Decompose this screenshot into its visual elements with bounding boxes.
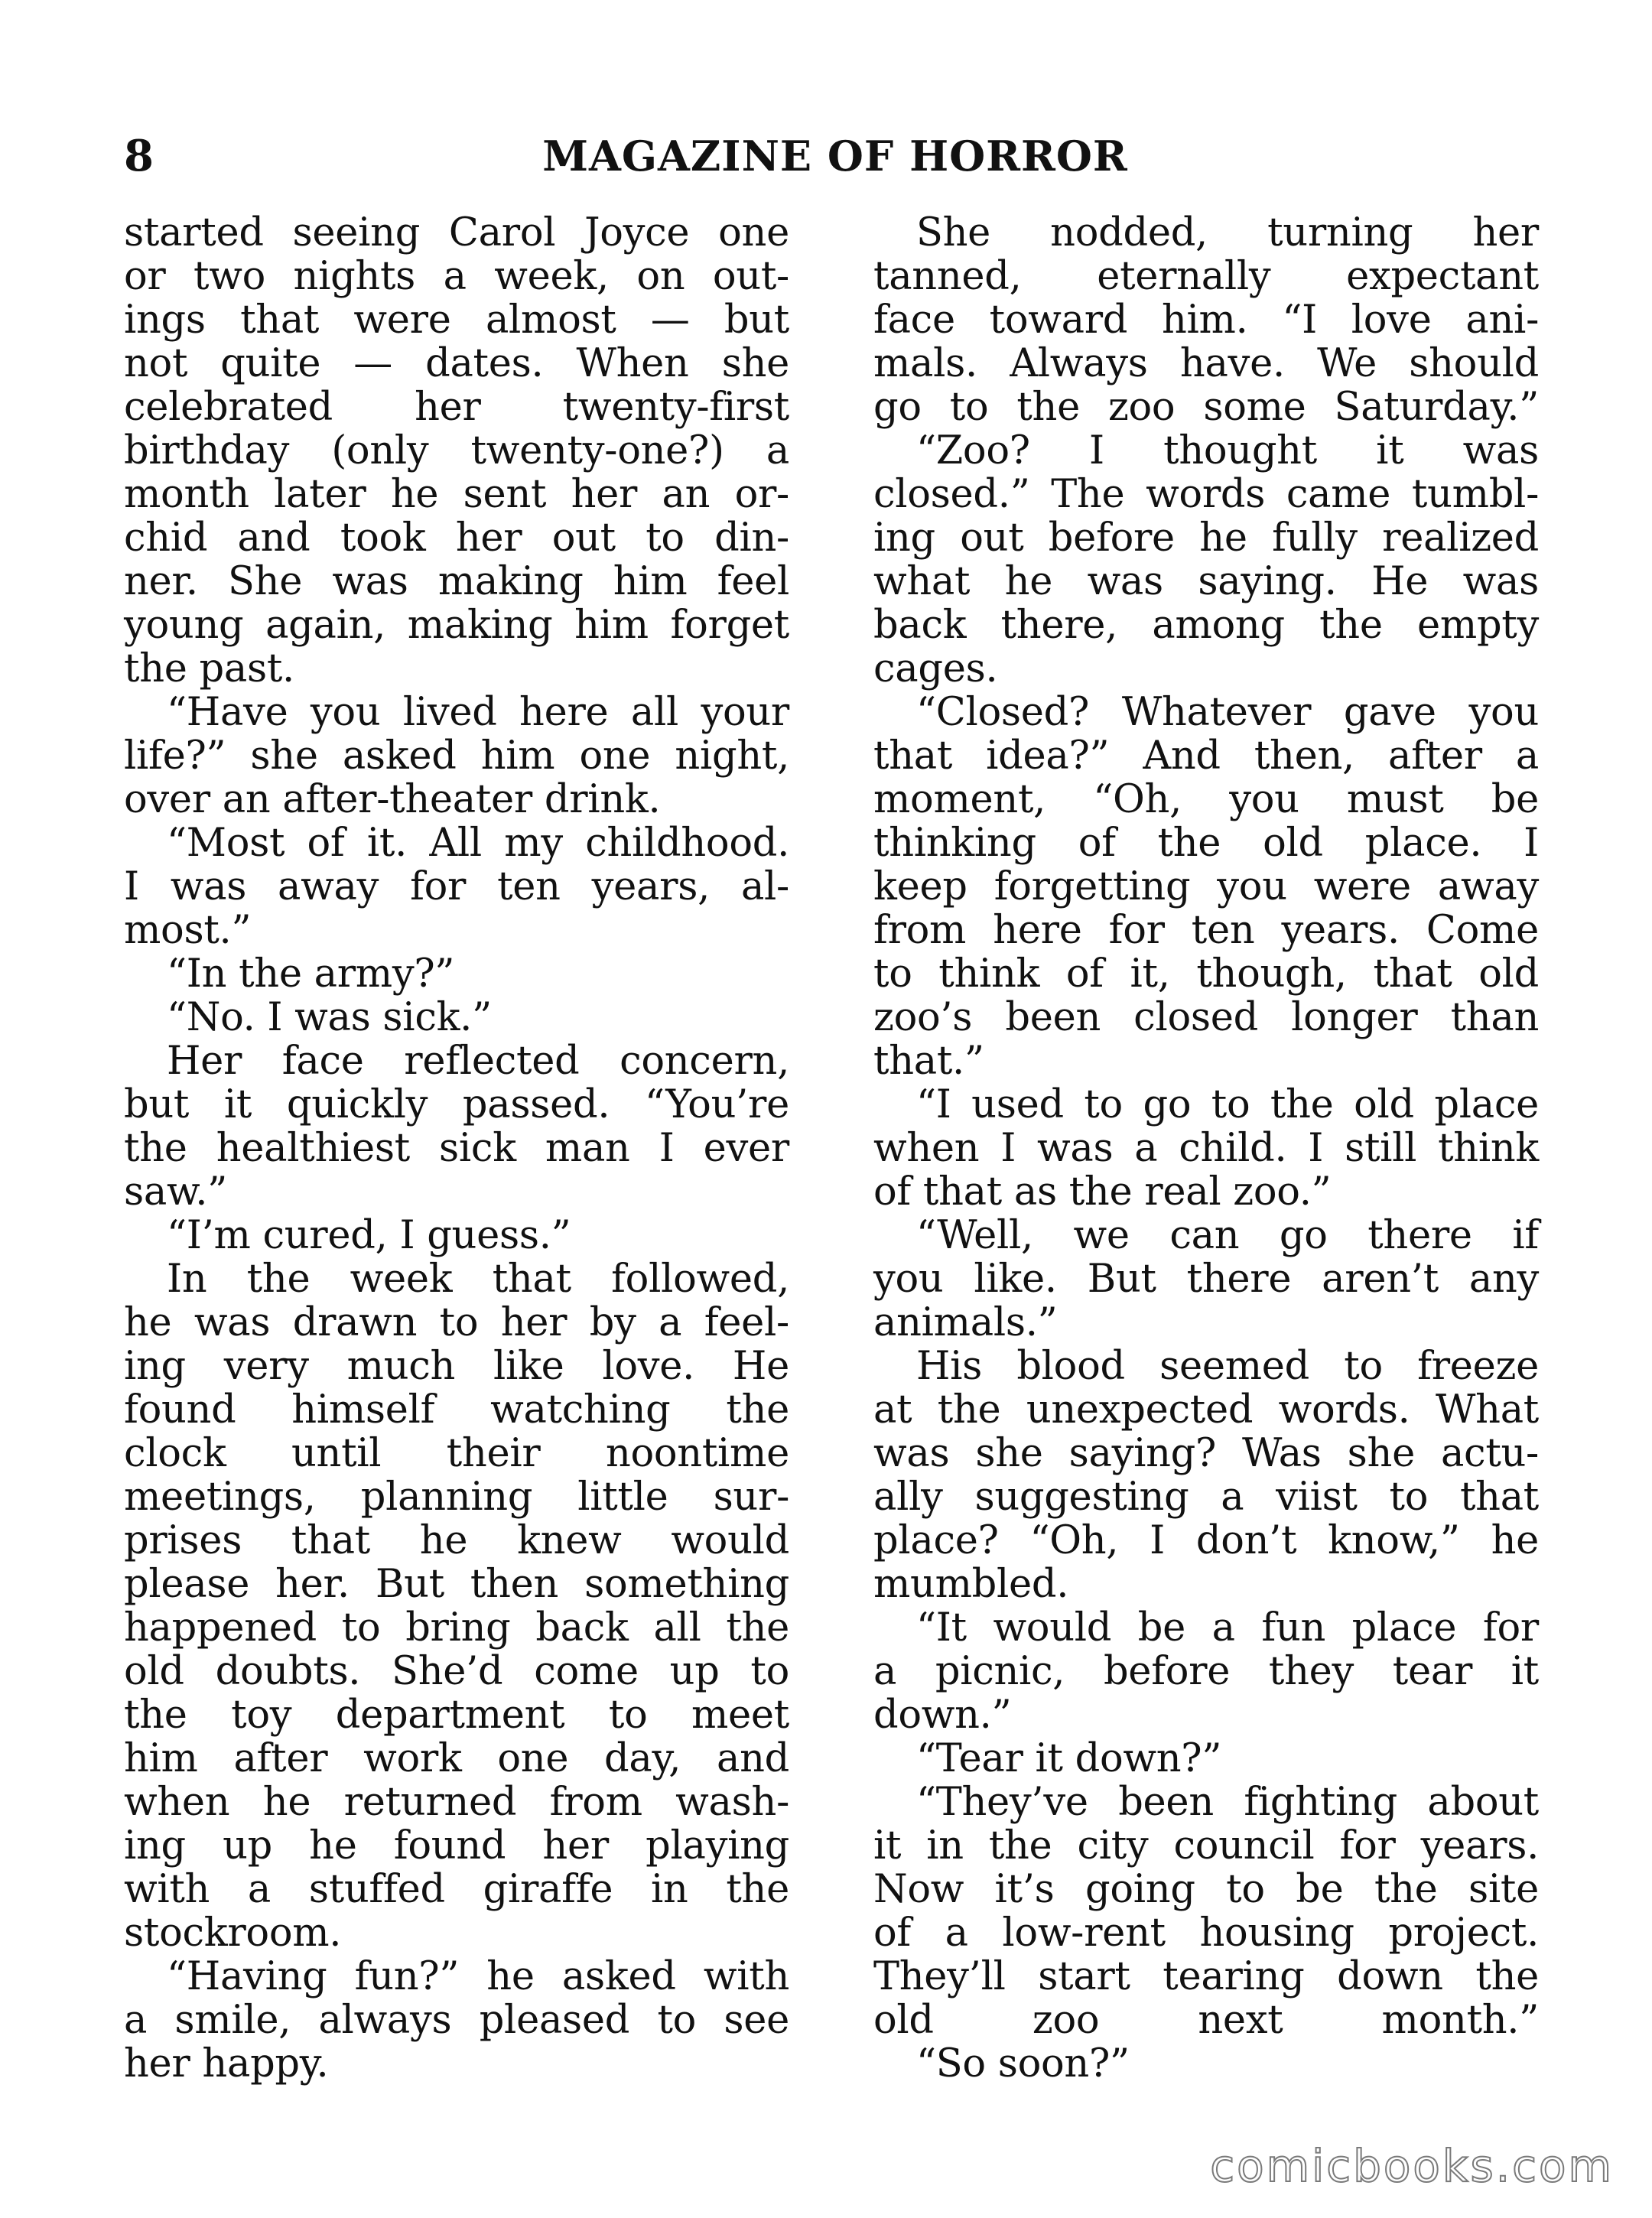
text-line: meetings, planning little sur-	[124, 1475, 789, 1520]
text-line: ing very much like love. He	[124, 1344, 789, 1389]
text-line: “Most of it. All my childhood.	[167, 821, 789, 866]
text-line: keep forgetting you were away	[873, 864, 1539, 909]
text-line: old doubts. She’d come up to	[124, 1649, 789, 1694]
right-text-column	[873, 211, 1539, 2086]
text-line: when he returned from wash-	[124, 1780, 789, 1825]
text-line: “No. I was sick.”	[167, 995, 492, 1040]
text-line: “In the army?”	[167, 951, 455, 997]
text-line: back there, among the empty	[873, 603, 1539, 648]
text-line: but it quickly passed. “You’re	[124, 1082, 789, 1127]
text-line: of that as the real zoo.”	[873, 1169, 1332, 1215]
text-line: her happy.	[124, 2041, 329, 2086]
page-header	[124, 128, 1546, 184]
text-line: thinking of the old place. I	[873, 821, 1539, 866]
text-line: with a stuffed giraffe in the	[124, 1867, 789, 1912]
text-line: please her. But then something	[124, 1562, 789, 1607]
text-line: prises that he knew would	[124, 1518, 789, 1563]
text-line: saw.”	[124, 1169, 227, 1215]
text-line: mals. Always have. We should	[873, 341, 1539, 386]
text-line: not quite — dates. When she	[124, 341, 789, 386]
text-line: tanned, eternally expectant	[873, 254, 1539, 299]
page-number: 8	[124, 131, 154, 181]
text-line: that.”	[873, 1039, 984, 1084]
text-line: the toy department to meet	[124, 1693, 789, 1738]
text-line: “Have you lived here all your	[167, 690, 789, 735]
watermark-logo: comicbooks.com	[1210, 2140, 1614, 2192]
text-line: ner. She was making him feel	[124, 559, 789, 604]
text-line: of a low-rent housing project.	[873, 1911, 1539, 1956]
text-line: month later he sent her an or-	[124, 472, 789, 517]
text-line: over an after-theater drink.	[124, 777, 661, 822]
text-line: found himself watching the	[124, 1387, 789, 1433]
text-line: to think of it, though, that old	[873, 951, 1539, 997]
text-line: They’ll start tearing down the	[873, 1954, 1539, 1999]
text-line: young again, making him forget	[124, 603, 789, 648]
text-line: zoo’s been closed longer than	[873, 995, 1539, 1040]
text-line: I was away for ten years, al-	[124, 864, 789, 909]
text-line: She nodded, turning her	[916, 210, 1539, 255]
text-line: a smile, always pleased to see	[124, 1998, 789, 2043]
text-line: “Zoo? I thought it was	[916, 428, 1539, 473]
text-line: a picnic, before they tear it	[873, 1649, 1539, 1694]
text-line: down.”	[873, 1693, 1012, 1738]
text-line: “Closed? Whatever gave you	[916, 690, 1539, 735]
text-line: mumbled.	[873, 1562, 1069, 1607]
text-line: animals.”	[873, 1300, 1058, 1345]
text-line: cages.	[873, 646, 998, 691]
text-line: life?” she asked him one night,	[124, 733, 789, 779]
text-line: birthday (only twenty-one?) a	[124, 428, 789, 473]
text-line: clock until their noontime	[124, 1431, 789, 1476]
text-line: that idea?” And then, after a	[873, 733, 1539, 779]
text-line: “It would be a fun place for	[916, 1605, 1539, 1650]
text-line: old zoo next month.”	[873, 1998, 1539, 2043]
text-line: stockroom.	[124, 1911, 342, 1956]
text-line: most.”	[124, 908, 252, 953]
text-line: His blood seemed to freeze	[916, 1344, 1539, 1389]
text-line: “I used to go to the old place	[916, 1082, 1539, 1127]
text-line: you like. But there aren’t any	[873, 1257, 1539, 1302]
text-line: moment, “Oh, you must be	[873, 777, 1539, 822]
text-line: “Well, we can go there if	[916, 1213, 1539, 1258]
text-line: him after work one day, and	[124, 1736, 789, 1781]
text-line: “Having fun?” he asked with	[167, 1954, 789, 1999]
text-line: closed.” The words came tumbl-	[873, 472, 1539, 517]
text-line: the healthiest sick man I ever	[124, 1126, 789, 1171]
text-line: ings that were almost — but	[124, 298, 789, 343]
text-line: “So soon?”	[916, 2041, 1130, 2086]
text-line: place? “Oh, I don’t know,” he	[873, 1518, 1539, 1563]
text-line: he was drawn to her by a feel-	[124, 1300, 789, 1345]
text-line: celebrated her twenty-first	[124, 385, 789, 430]
text-line: the past.	[124, 646, 294, 691]
text-line: ing out before he fully realized	[873, 515, 1539, 561]
text-line: “Tear it down?”	[916, 1736, 1222, 1781]
text-line: ing up he found her playing	[124, 1823, 789, 1868]
text-line: ally suggesting a viist to that	[873, 1475, 1539, 1520]
text-line: from here for ten years. Come	[873, 908, 1539, 953]
running-title: MAGAZINE OF HORROR	[542, 132, 1128, 180]
text-line: In the week that followed,	[167, 1257, 789, 1302]
text-line: at the unexpected words. What	[873, 1387, 1539, 1433]
text-line: happened to bring back all the	[124, 1605, 789, 1650]
text-line: chid and took her out to din-	[124, 515, 789, 561]
text-line: Her face reflected concern,	[167, 1039, 789, 1084]
text-line: what he was saying. He was	[873, 559, 1539, 604]
text-line: was she saying? Was she actu-	[873, 1431, 1539, 1476]
text-line: face toward him. “I love ani-	[873, 298, 1539, 343]
text-line: “They’ve been fighting about	[916, 1780, 1539, 1825]
text-line: Now it’s going to be the site	[873, 1867, 1539, 1912]
text-line: when I was a child. I still think	[873, 1126, 1539, 1171]
text-line: started seeing Carol Joyce one	[124, 210, 789, 255]
text-line: or two nights a week, on out-	[124, 254, 789, 299]
left-text-column	[124, 211, 789, 2086]
text-line: it in the city council for years.	[873, 1823, 1539, 1868]
text-line: go to the zoo some Saturday.”	[873, 385, 1539, 430]
text-line: “I’m cured, I guess.”	[167, 1213, 571, 1258]
